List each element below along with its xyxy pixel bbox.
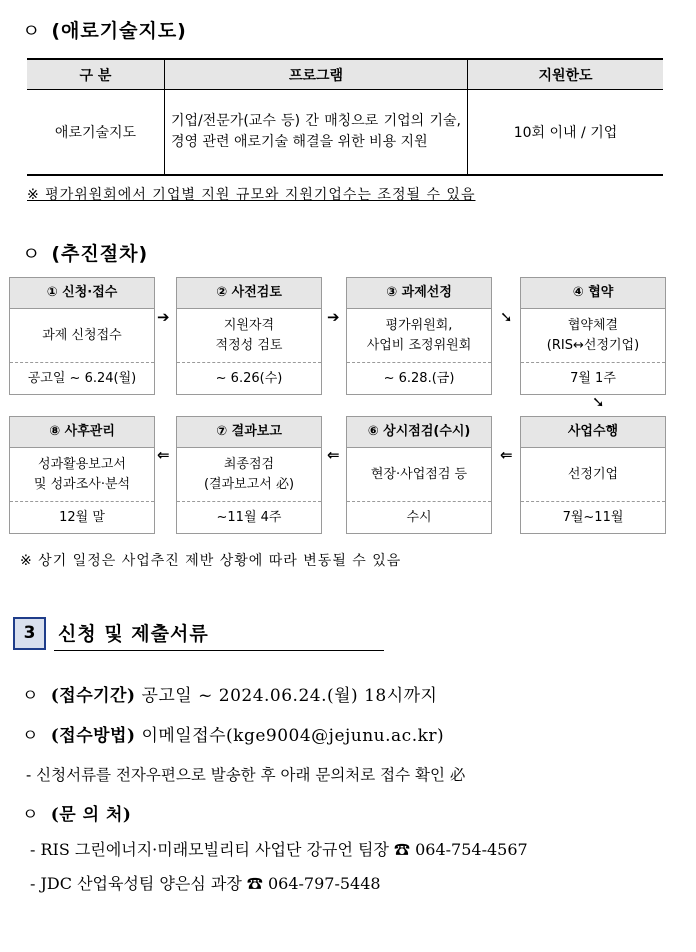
step-box-apply [9, 277, 155, 395]
section-title: 신청 및 제출서류 [58, 623, 209, 645]
section-number: 3 [13, 617, 46, 650]
section-heading-procedure [22, 239, 148, 266]
cell-limit: 10회 이내 / 기업 [468, 90, 664, 176]
arrow-down-icon: ➘ [500, 308, 513, 326]
header-limit: 지원한도 [468, 59, 664, 90]
table-row [27, 90, 663, 176]
contact-label: (문 의 처) [50, 805, 132, 825]
support-table [27, 58, 663, 176]
period-value: 공고일 ~ 2024.06.24.(월) 18시까지 [141, 686, 438, 706]
step-head: ⑦ 결과보고 [177, 417, 321, 448]
bullet-icon: ㅇ [22, 243, 42, 265]
step-head: ⑧ 사후관리 [10, 417, 154, 448]
cell-category: 애로기술지도 [27, 90, 165, 176]
arrow-left-icon: ⇐ [500, 446, 513, 464]
step-date: 12월 말 [59, 510, 105, 525]
step-box-followup [9, 416, 155, 534]
step-head: ④ 협약 [521, 278, 665, 309]
step-head: ② 사전검토 [177, 278, 321, 309]
period-label: (접수기간) [50, 686, 136, 706]
step-body: 평가위원회, 사업비 조정위원회 [347, 309, 491, 363]
step-body: 협약체결 (RIS↔선정기업) [521, 309, 665, 363]
step-date: ~ 6.26(수) [215, 371, 283, 386]
step-box-inspection [346, 416, 492, 534]
step-date: ~11월 4주 [216, 510, 282, 525]
contact-item: - RIS 그린에너지·미래모빌리티 사업단 강규언 팀장 ☎ 064-754-4567 [30, 840, 528, 859]
arrow-left-icon: ⇐ [157, 446, 170, 464]
contact-heading [22, 800, 131, 825]
step-box-selection [346, 277, 492, 395]
step-box-execution [520, 416, 666, 534]
arrow-right-icon: ➔ [157, 308, 170, 326]
section-title: (추진절차) [51, 243, 149, 265]
header-program: 프로그램 [165, 59, 468, 90]
step-date: ~ 6.28.(금) [383, 371, 455, 386]
submission-period [22, 681, 437, 706]
step-head: ① 신청·접수 [10, 278, 154, 309]
step-body: 성과활용보고서 및 성과조사·분석 [10, 448, 154, 502]
step-body: 선정기업 [521, 448, 665, 502]
section-title: (애로기술지도) [51, 20, 187, 42]
submission-method [22, 721, 444, 746]
cell-program: 기업/전문가(교수 등) 간 매칭으로 기업의 기술, 경영 관련 애로기술 해결을 위한 비용 지원 [165, 90, 468, 176]
section-underline [54, 650, 384, 651]
arrow-left-icon: ⇐ [327, 446, 340, 464]
step-date: 7월~11월 [562, 510, 624, 525]
contact-item: - JDC 산업육성팀 양은심 과장 ☎ 064-797-5448 [30, 874, 381, 893]
bullet-icon: ㅇ [22, 20, 42, 42]
step-date: 수시 [406, 510, 432, 525]
bullet-icon: ㅇ [22, 805, 39, 825]
step-body: 최종점검 (결과보고서 必) [177, 448, 321, 502]
schedule-note: ※ 상기 일정은 사업추진 제반 상황에 따라 변동될 수 있음 [20, 553, 402, 569]
step-box-report [176, 416, 322, 534]
step-box-agreement [520, 277, 666, 395]
bullet-icon: ㅇ [22, 726, 39, 746]
method-note: - 신청서류를 전자우편으로 발송한 후 아래 문의처로 접수 확인 必 [26, 766, 466, 784]
step-head: ③ 과제선정 [347, 278, 491, 309]
step-date: 공고일 ~ 6.24(월) [27, 371, 137, 386]
step-body: 과제 신청접수 [10, 309, 154, 363]
table-note: ※ 평가위원회에서 기업별 지원 규모와 지원기업수는 조정될 수 있음 [27, 187, 476, 203]
arrow-down-icon: ➘ [592, 393, 605, 411]
table-header-row [27, 59, 663, 90]
arrow-right-icon: ➔ [327, 308, 340, 326]
step-date: 7월 1주 [570, 371, 616, 386]
step-head: ⑥ 상시점검(수시) [347, 417, 491, 448]
step-body: 지원자격 적정성 검토 [177, 309, 321, 363]
method-value: 이메일접수(kge9004@jejunu.ac.kr) [141, 726, 445, 746]
step-head: 사업수행 [521, 417, 665, 448]
step-box-review [176, 277, 322, 395]
bullet-icon: ㅇ [22, 686, 39, 706]
header-category: 구 분 [27, 59, 165, 90]
step-body: 현장·사업점검 등 [347, 448, 491, 502]
method-label: (접수방법) [50, 726, 136, 746]
section-heading-consulting [22, 16, 187, 43]
